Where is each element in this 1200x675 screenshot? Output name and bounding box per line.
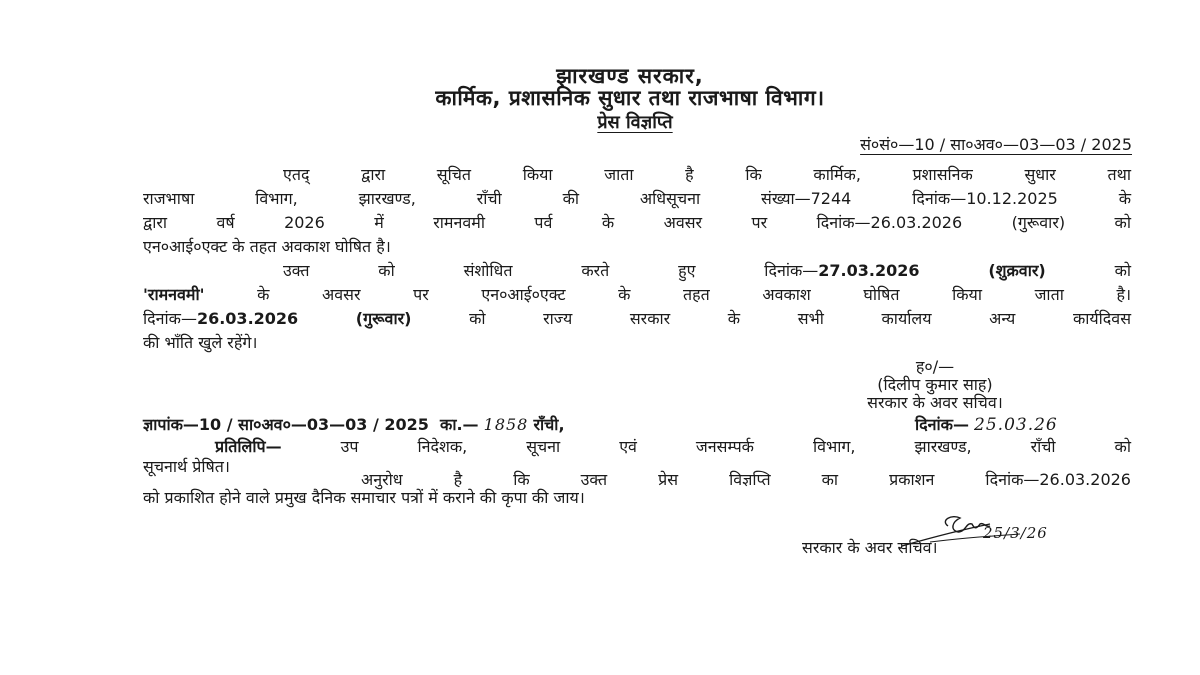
para1-line-1: एतद् द्वारा सूचित किया जाता है कि कार्मिक, प्रशासनिक सुधार तथा bbox=[283, 165, 1131, 184]
working-day-day: (गुरूवार) bbox=[355, 309, 412, 328]
signatory-designation: सरकार के अवर सचिव। bbox=[867, 393, 1003, 412]
request-line-1: अनुरोध है कि उक्त प्रेस विज्ञप्ति का प्रकाशन दिनांक—26.03.2026 bbox=[361, 470, 1131, 489]
copy-line-2: सूचनार्थ प्रेषित। bbox=[143, 457, 230, 476]
copy-line-1 bbox=[143, 435, 1131, 457]
para2-text: के अवसर पर एन०आई०एक्ट के तहत अवकाश घोषित किया जाता है। bbox=[257, 285, 1132, 304]
signatory-name: (दिलीप कुमार साह) bbox=[877, 375, 993, 394]
para1-line-4: एन०आई०एक्ट के तहत अवकाश घोषित है। bbox=[143, 237, 391, 256]
working-day-date: 26.03.2026 bbox=[196, 309, 299, 328]
ka-number-handwritten: 1858 bbox=[483, 415, 529, 434]
para1-line-3: द्वारा वर्ष 2026 में रामनवमी पर्व के अवसर पर दिनांक—26.03.2026 (गुरूवार) को bbox=[143, 213, 1131, 232]
para2-text: को bbox=[1114, 261, 1131, 280]
para2-line-2 bbox=[143, 283, 1131, 305]
festival-name: 'रामनवमी' bbox=[143, 285, 205, 304]
dispatch-date bbox=[915, 413, 1058, 435]
ka-label: का.— bbox=[440, 415, 479, 434]
doc-type-title: प्रेस विज्ञप्ति bbox=[597, 112, 673, 133]
reference-number: सं०सं०—10 / सा०अव०—03—03 / 2025 bbox=[860, 135, 1132, 154]
para2-text: दिनांक— bbox=[143, 309, 197, 328]
signed-mark: ह०/— bbox=[915, 357, 955, 376]
para1-line-2: राजभाषा विभाग, झारखण्ड, राँची की अधिसूचना संख्या—7244 दिनांक—10.12.2025 के bbox=[143, 189, 1131, 208]
copy-recipient: उप निदेशक, सूचना एवं जनसम्पर्क विभाग, झारखण्ड, राँची को bbox=[340, 437, 1131, 456]
para2-text: को राज्य सरकार के सभी कार्यालय अन्य कार्यदिवस bbox=[469, 309, 1132, 328]
government-heading: झारखण्ड सरकार, bbox=[556, 64, 704, 88]
date-label: दिनांक— bbox=[915, 415, 969, 434]
signature-date-handwritten: 25/3/26 bbox=[983, 524, 1048, 542]
revised-holiday-date: 27.03.2026 bbox=[818, 261, 920, 280]
department-heading: कार्मिक, प्रशासनिक सुधार तथा राजभाषा विभाग। bbox=[435, 86, 825, 110]
dispatch-place: राँची, bbox=[533, 415, 565, 434]
para2-line-4: की भाँति खुले रहेंगे। bbox=[143, 333, 258, 352]
para2-line-1 bbox=[143, 259, 1131, 281]
copy-label: प्रतिलिपि— bbox=[215, 437, 282, 456]
revised-holiday-day: (शुक्रवार) bbox=[988, 261, 1046, 280]
signatory-designation-2: सरकार के अवर सचिव। bbox=[802, 538, 938, 557]
para2-text: उक्त को संशोधित करते हुए दिनांक— bbox=[283, 261, 819, 280]
date-handwritten: 25.03.26 bbox=[974, 415, 1058, 435]
dispatch-line bbox=[143, 413, 565, 435]
memo-number: ज्ञापांक—10 / सा०अव०—03—03 / 2025 bbox=[143, 415, 429, 434]
request-line-2: को प्रकाशित होने वाले प्रमुख दैनिक समाचार पत्रों में कराने की कृपा की जाय। bbox=[143, 488, 585, 507]
para2-line-3 bbox=[143, 307, 1131, 329]
